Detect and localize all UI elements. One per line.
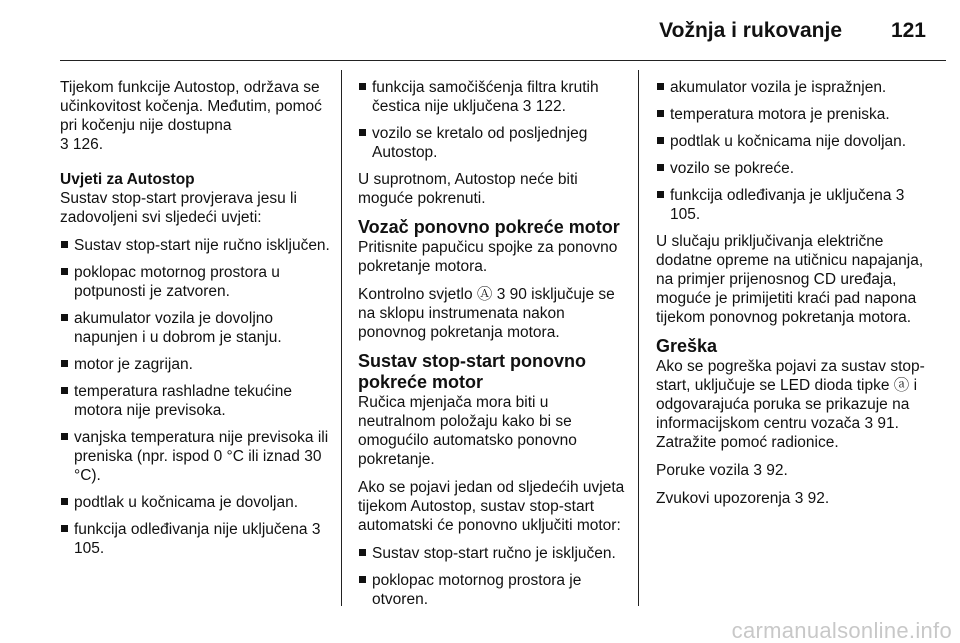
list-item: poklopac motornog prostora u potpunosti je zatvoren. — [60, 263, 330, 301]
chapter-title: Vožnja i rukovanje — [659, 19, 842, 42]
list-item: poklopac motornog prostora je otvoren. — [358, 571, 626, 609]
page-header — [0, 0, 960, 60]
list-item: podtlak u kočnicama je dovoljan. — [60, 493, 330, 512]
list-item: Sustav stop-start ručno je isključen. — [358, 544, 626, 563]
list-item: motor je zagrijan. — [60, 355, 330, 374]
list-item: vozilo se pokreće. — [656, 159, 926, 178]
conditions-list-continued — [358, 78, 626, 162]
intro-text: Tijekom funkcije Autostop, održava se učinkovitost kočenja. Međutim, pomoć pri kočenju nije dostupna — [60, 79, 322, 134]
list-item: vanjska temperatura nije previsoka ili preniska (npr. ispod 0 °C ili iznad 30 °C). — [60, 428, 330, 485]
system-restart-heading: Sustav stop-start ponovno pokreće motor — [358, 351, 587, 392]
column-divider-1 — [341, 70, 342, 606]
restart-conditions-list-continued — [656, 78, 926, 224]
conditions-list — [60, 236, 330, 558]
column-3 — [656, 78, 926, 517]
list-item: temperatura rashladne tekućine motora nije previsoka. — [60, 382, 330, 420]
warning-chimes-ref: Zvukovi upozorenja 3 92. — [656, 490, 830, 507]
system-restart-conditions: Ako se pojavi jedan od sljedećih uvjeta tijekom Autostop, sustav stop-start automatski će ponovno uključiti motor: — [358, 479, 625, 534]
list-item: akumulator vozila je dovoljno napunjen i u dobrom je stanju. — [60, 309, 330, 347]
system-restart-text: Ručica mjenjača mora biti u neutralnom položaju kako bi se omogućilo automatsko ponovno pokretanje. — [358, 394, 577, 468]
list-item: funkcija samočišćenja filtra krutih čestica nije uključena 3 122. — [358, 78, 626, 116]
column-1 — [60, 78, 330, 566]
list-item: funkcija odleđivanja nije uključena 3 105. — [60, 520, 330, 558]
fault-text: Ako se pogreška pojavi za sustav stop-start, uključuje se LED dioda tipke ⓐ i odgovarajuća poruka se prikazuje na informacijskom centru vozača 3 91. Zatražite pomoć radionice. — [656, 358, 925, 451]
vehicle-messages-ref: Poruke vozila 3 92. — [656, 462, 788, 479]
column-divider-2 — [638, 70, 639, 606]
watermark: carmanualsonline.info — [731, 618, 952, 643]
page-number: 121 — [890, 19, 926, 42]
fault-heading: Greška — [656, 336, 718, 356]
list-item: funkcija odleđivanja je uključena 3 105. — [656, 186, 926, 224]
driver-restart-heading: Vozač ponovno pokreće motor — [358, 217, 620, 237]
list-item: podtlak u kočnicama nije dovoljan. — [656, 132, 926, 151]
intro-paragraph — [60, 78, 330, 154]
restart-conditions-list — [358, 544, 626, 609]
accessory-paragraph: U slučaju priključivanja električne dodatne opreme na utičnicu napajanja, na primjer prijenosnog CD uređaja, moguće je primijetiti kraći pad napona tijekom ponovnog pokretanja motora. — [656, 233, 924, 326]
list-item: vozilo se kretalo od posljednjeg Autostop. — [358, 124, 626, 162]
control-light-text: Kontrolno svjetlo Ⓐ 3 90 isključuje se na sklopu instrumenata nakon ponovnog pokretanja motora. — [358, 286, 615, 341]
conditions-heading: Uvjeti za Autostop — [60, 171, 195, 188]
header-divider — [60, 60, 946, 61]
driver-restart-text: Pritisnite papučicu spojke za ponovno pokretanje motora. — [358, 239, 618, 275]
conditions-text: Sustav stop-start provjerava jesu li zadovoljeni svi sljedeći uvjeti: — [60, 190, 297, 226]
list-item: Sustav stop-start nije ručno isključen. — [60, 236, 330, 255]
list-item: temperatura motora je preniska. — [656, 105, 926, 124]
otherwise-paragraph: U suprotnom, Autostop neće biti moguće pokrenuti. — [358, 171, 578, 207]
list-item: akumulator vozila je ispražnjen. — [656, 78, 926, 97]
column-2 — [358, 78, 626, 617]
intro-reference: 3 126. — [60, 136, 104, 153]
